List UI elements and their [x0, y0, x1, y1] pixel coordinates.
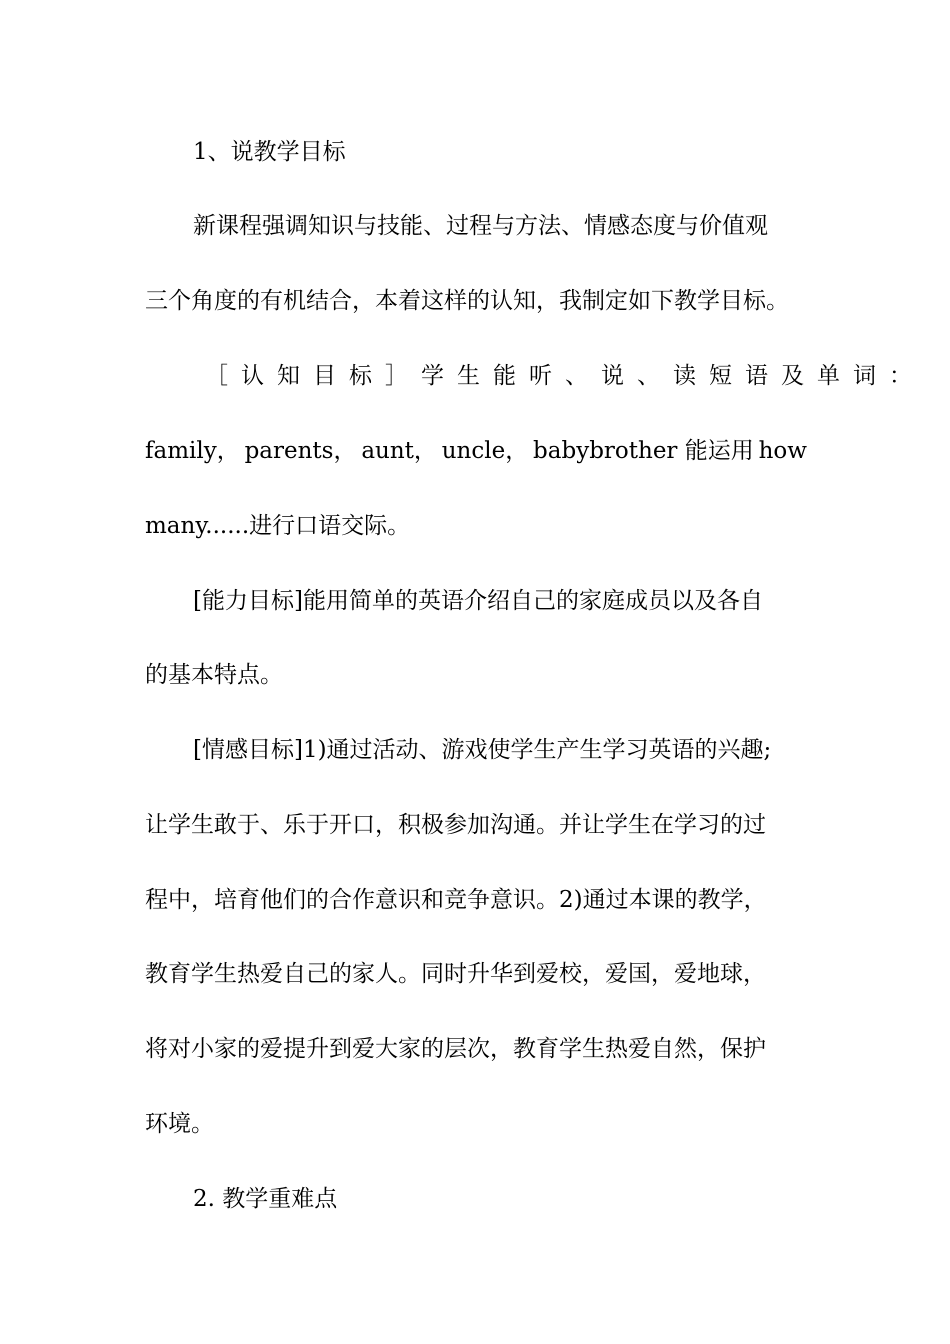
cognitive-objective-line-1	[205, 361, 925, 391]
ability-objective-line-2: 的基本特点。	[145, 662, 283, 688]
vocab-word-aunt: aunt，	[361, 438, 437, 464]
vocab-word-parents: parents，	[244, 438, 357, 464]
vocab-word-uncle: uncle，	[441, 438, 529, 464]
cognitive-objective-text: 学生能听、说、读短语及单词：	[421, 363, 925, 389]
vocab-word-family: family，	[145, 438, 240, 464]
cognitive-objective-line-3: many......进行口语交际。	[145, 513, 411, 539]
paragraph-intro-line-2: 三个角度的有机结合，本着这样的认知，我制定如下教学目标。	[145, 288, 789, 314]
emotion-objective-line-2: 让学生敢于、乐于开口，积极参加沟通。并让学生在学习的过	[145, 812, 766, 838]
section-heading-objectives: 1、说教学目标	[193, 139, 346, 165]
vocab-word-how: how	[758, 438, 807, 464]
cognitive-objective-label: ［认知目标］	[205, 363, 421, 389]
vocab-word-babybrother: babybrother 能运用	[533, 438, 754, 464]
emotion-objective-line-4: 教育学生热爱自己的家人。同时升华到爱校，爱国，爱地球，	[145, 961, 766, 987]
emotion-objective-line-1: [情感目标]1)通过活动、游戏使学生产生学习英语的兴趣;	[193, 737, 772, 763]
emotion-objective-line-5: 将对小家的爱提升到爱大家的层次，教育学生热爱自然，保护	[145, 1036, 766, 1062]
emotion-objective-line-6: 环境。	[145, 1111, 214, 1137]
ability-objective-line-1: [能力目标]能用简单的英语介绍自己的家庭成员以及各自	[193, 588, 763, 614]
emotion-objective-line-3: 程中，培育他们的合作意识和竞争意识。2)通过本课的教学，	[145, 887, 767, 913]
paragraph-intro-line-1: 新课程强调知识与技能、过程与方法、情感态度与价值观	[193, 213, 768, 239]
cognitive-objective-line-2	[145, 436, 807, 466]
section-heading-key-points: 2. 教学重难点	[193, 1186, 338, 1212]
